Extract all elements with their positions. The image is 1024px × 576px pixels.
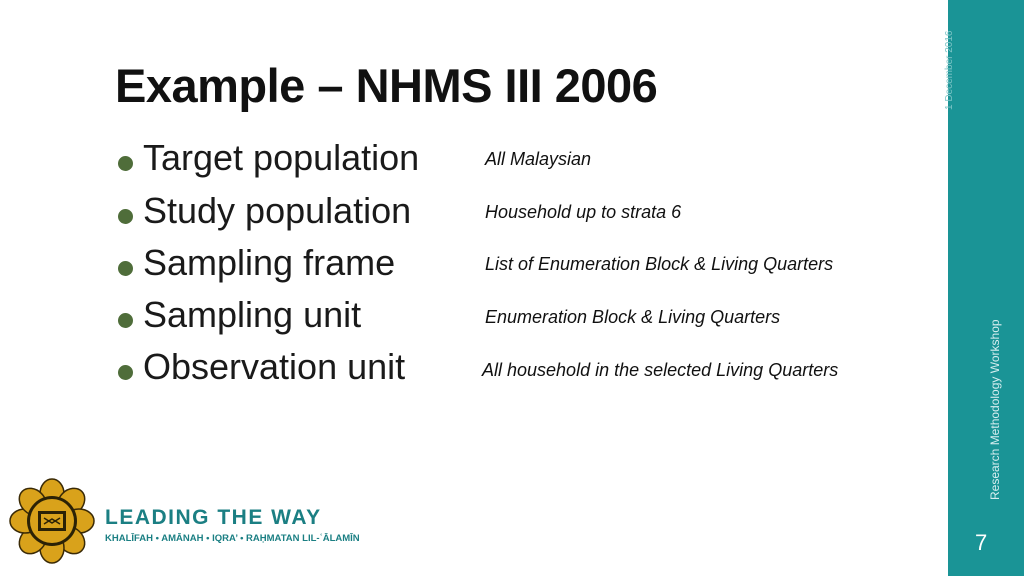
university-emblem-icon — [8, 477, 96, 565]
bullet-dot-icon — [118, 261, 133, 276]
bullet-label: Study population — [143, 190, 412, 231]
bullet-description: All household in the selected Living Quarters — [482, 360, 839, 380]
bullet-description: Enumeration Block & Living Quarters — [485, 307, 781, 327]
bullet-label: Target population — [143, 137, 420, 178]
logo-tagline: LEADING THE WAY — [105, 506, 322, 529]
bullet-dot-icon — [118, 365, 133, 380]
sidebar-faint-label: 1 December 2016 — [944, 30, 955, 110]
bullet-dot-icon — [118, 313, 133, 328]
bullet-item-target-population — [118, 133, 478, 183]
bullet-item-sampling-unit — [118, 290, 478, 340]
bullet-description: Household up to strata 6 — [485, 202, 682, 222]
bullet-label: Sampling frame — [143, 242, 396, 283]
bullet-description: List of Enumeration Block & Living Quarters — [485, 254, 834, 274]
bullet-label: Observation unit — [143, 346, 406, 387]
bullet-description: All Malaysian — [485, 149, 592, 169]
page-number: 7 — [975, 530, 988, 555]
bullet-dot-icon — [118, 156, 133, 171]
sidebar-workshop-label: Research Methodology Workshop — [988, 319, 1002, 500]
bullet-item-observation-unit — [118, 342, 478, 392]
bullet-item-sampling-frame — [118, 238, 478, 288]
logo-values: KHALĪFAH • AMĀNAH • IQRA’ • RAḤMATAN LIL-ʿĀLAMĪN — [105, 533, 360, 544]
sidebar-band — [948, 0, 1024, 576]
bullet-dot-icon — [118, 209, 133, 224]
logo-wordmark — [105, 506, 360, 544]
bullet-item-study-population — [118, 186, 478, 236]
bullet-label: Sampling unit — [143, 294, 362, 335]
slide-title: Example – NHMS III 2006 — [115, 59, 658, 112]
